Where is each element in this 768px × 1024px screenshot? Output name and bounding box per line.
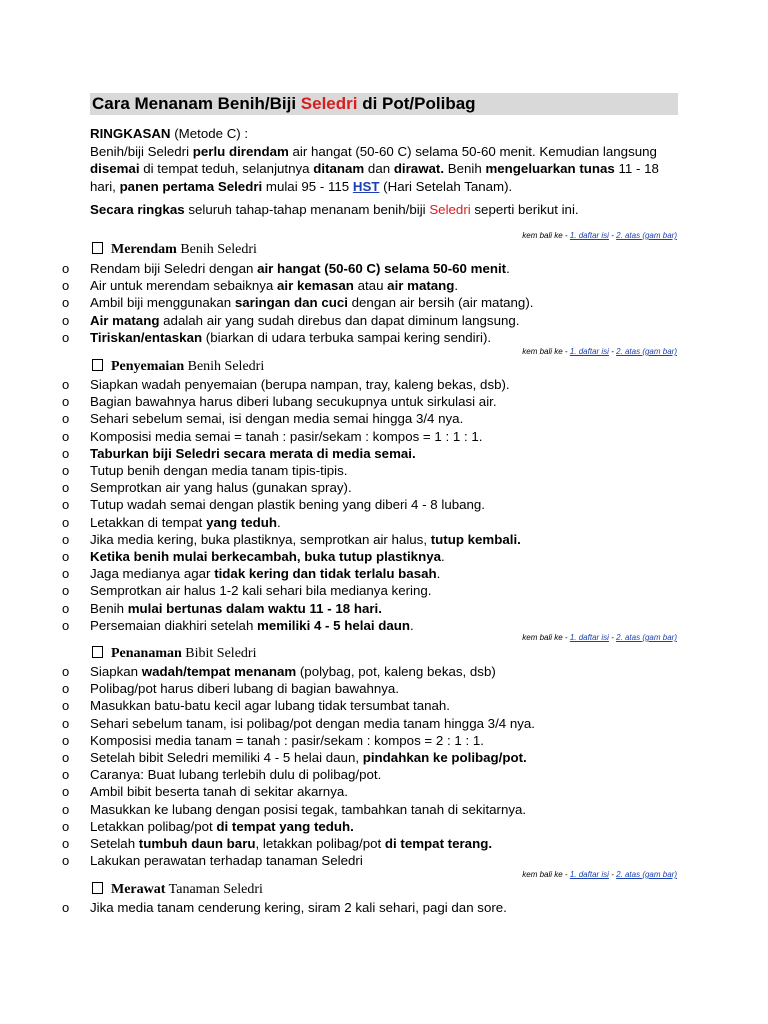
checkbox-icon <box>92 359 103 371</box>
list-item <box>0 766 535 783</box>
nav-sep: - <box>608 633 617 642</box>
list-item-text: Ambil bibit beserta tanah di sekitar akarnya. <box>90 784 348 800</box>
list-item-text: Siapkan wadah penyemaian (berupa nampan, tray, kaleng bekas, dsb). <box>90 377 510 392</box>
bullet-icon: o <box>62 900 70 915</box>
list-item <box>0 277 533 294</box>
list-item-text: Masukkan batu-batu kecil agar lubang tidak tersumbat tanah. <box>90 698 450 714</box>
list-item-text: Tutup benih dengan media tanam tipis-tipis. <box>90 463 348 479</box>
nav-sep: - <box>608 231 617 240</box>
bullet-icon: o <box>62 329 70 345</box>
intro-segment: air hangat (50-60 C) selama 50-60 menit. Kemudian langsung <box>288 143 657 159</box>
bullet-icon: o <box>62 445 70 461</box>
intro-segment: 11 - 18 hari, <box>90 161 659 194</box>
intro-heading: RINGKASAN <box>90 126 171 141</box>
list-item <box>0 548 521 565</box>
list-item-text: Persemaian diakhiri setelah <box>90 617 258 633</box>
list-item <box>0 732 535 749</box>
list-item-text: (biarkan di udara terbuka sampai kering sendiri). <box>202 329 492 345</box>
list-item-text: Caranya: Buat lubang terlebih dulu di polibag/pot. <box>90 767 382 783</box>
list-item-text: di tempat terang. <box>384 836 493 852</box>
list-item <box>0 818 535 835</box>
list-item-text: Jaga medianya agar <box>90 566 215 582</box>
bullet-icon: o <box>62 801 70 817</box>
section-heading-rest: Benih Seledri <box>176 242 257 257</box>
intro-segment: mulai 95 - 115 <box>262 178 353 194</box>
list-item <box>0 835 535 852</box>
list-item <box>0 715 535 732</box>
list-item-text: Jika media kering, buka plastiknya, semprotkan air halus, <box>90 531 431 547</box>
bullet-icon: o <box>62 784 70 800</box>
bullet-icon: o <box>62 600 70 616</box>
bullet-icon: o <box>62 295 70 311</box>
list-item <box>0 531 521 548</box>
list-item-text: . <box>441 549 445 565</box>
list-item-text: Tiriskan/entaskan <box>90 329 203 345</box>
list-item-text: Semprotkan air yang halus (gunakan spray). <box>90 480 352 496</box>
list-item-text: (polybag, pot, kaleng bekas, dsb) <box>296 664 496 679</box>
list-item <box>0 445 521 462</box>
nav-link-top[interactable]: 2. atas (gam bar) <box>616 870 677 879</box>
list-item-text: . <box>436 566 441 582</box>
intro-segment: Benih <box>444 161 486 176</box>
bullet-icon: o <box>62 480 70 496</box>
nav-link-top[interactable]: 2. atas (gam bar) <box>616 347 677 356</box>
page-title <box>92 94 476 114</box>
list-item-text: Siapkan <box>90 664 142 679</box>
list-item-text: . <box>410 617 414 633</box>
bullet-icon: o <box>62 497 70 513</box>
title-highlight: Seledri <box>300 94 358 113</box>
list-item-text: Setelah bibit Seledri memiliki 4 - 5 helai daun, <box>90 750 363 766</box>
list-item-text: wadah/tempat menanam <box>141 664 297 679</box>
nav-link-toc[interactable]: 1. daftar isi <box>569 347 609 356</box>
nav-link-top[interactable]: 2. atas (gam bar) <box>616 633 677 642</box>
section-heading-bold: Penyemaian <box>111 359 185 374</box>
list-item-text: Polibag/pot harus diberi lubang di bagian bawahnya. <box>90 681 400 697</box>
list-item-text: Semprotkan air halus 1-2 kali sehari bila medianya kering. <box>90 583 432 599</box>
list-item <box>0 582 521 599</box>
bullet-icon: o <box>62 836 70 852</box>
bullet-icon: o <box>62 617 70 633</box>
section-heading-rest: Bibit Seledri <box>181 646 257 661</box>
list-item-text: Ambil biji menggunakan <box>90 295 235 311</box>
summary-text: seluruh tahap-tahap menanam benih/biji <box>184 202 430 217</box>
list-item <box>0 294 533 311</box>
bullet-icon: o <box>62 514 70 530</box>
bullet-icon: o <box>62 428 70 444</box>
list-item <box>0 680 535 697</box>
bullet-icon: o <box>62 411 70 427</box>
hst-link[interactable]: HST <box>352 178 380 194</box>
list-item-text: Letakkan di tempat <box>90 514 207 530</box>
list-item <box>0 410 521 427</box>
intro-segment: Benih/biji Seledri <box>90 143 193 159</box>
list-item <box>0 329 533 346</box>
list-item <box>0 852 535 869</box>
intro-body <box>90 143 680 196</box>
steps-list-merawat <box>0 899 507 916</box>
intro-segment: perlu direndam <box>192 143 289 159</box>
bullet-icon: o <box>62 531 70 547</box>
list-item-text: Rendam biji Seledri dengan <box>90 261 258 276</box>
list-item-text: mulai bertunas dalam waktu 11 - 18 hari. <box>127 600 382 616</box>
bullet-icon: o <box>62 566 70 582</box>
section-heading-bold: Penanaman <box>111 646 182 661</box>
checkbox-icon <box>92 242 103 254</box>
steps-list-penyemaian <box>0 376 521 634</box>
list-item <box>0 496 521 513</box>
intro-segment: di tempat teduh, selanjutnya <box>139 161 314 176</box>
bullet-icon: o <box>62 664 70 679</box>
nav-sep: - <box>608 347 617 356</box>
intro-segment: (Hari Setelah Tanam). <box>379 178 513 194</box>
bullet-icon: o <box>62 377 70 392</box>
list-item-text: Jika media tanam cenderung kering, siram 2 kali sehari, pagi dan sore. <box>90 900 507 915</box>
list-item-text: Sehari sebelum semai, isi dengan media semai hingga 3/4 nya. <box>90 411 464 427</box>
back-nav <box>522 633 677 643</box>
intro-segment: dan <box>364 161 394 176</box>
summary-bold: Secara ringkas <box>90 202 185 217</box>
back-nav <box>522 347 677 357</box>
list-item <box>0 600 521 617</box>
list-item-text: tutup kembali. <box>430 531 521 547</box>
section-heading-penanaman <box>92 645 256 662</box>
bullet-icon: o <box>62 715 70 731</box>
bullet-icon: o <box>62 698 70 714</box>
summary-intro <box>90 125 680 195</box>
list-item-text: Lakukan perawatan terhadap tanaman Seledri <box>90 853 363 869</box>
bullet-icon: o <box>62 681 70 697</box>
section-heading-rest: Benih Seledri <box>184 359 265 374</box>
list-item <box>0 260 533 277</box>
list-item-text: atau <box>353 278 388 294</box>
list-item <box>0 783 535 800</box>
bullet-icon: o <box>62 549 70 565</box>
steps-list-penanaman <box>0 663 535 869</box>
list-item-text: air hangat (50-60 C) selama 50-60 menit <box>257 261 507 276</box>
section-heading-penyemaian <box>92 358 264 375</box>
bullet-icon: o <box>62 767 70 783</box>
list-item <box>0 514 521 531</box>
bullet-icon: o <box>62 278 70 294</box>
intro-segment: mengeluarkan tunas <box>485 161 615 176</box>
section-heading-bold: Merawat <box>111 882 166 897</box>
back-nav <box>522 870 677 880</box>
list-item <box>0 376 521 393</box>
intro-segment: ditanam <box>313 161 365 176</box>
list-item <box>0 428 521 445</box>
list-item <box>0 393 521 410</box>
list-item-text: yang teduh <box>206 514 277 530</box>
list-item-text: adalah air yang sudah direbus dan dapat diminum langsung. <box>159 312 520 328</box>
bullet-icon: o <box>62 394 70 410</box>
list-item <box>0 697 535 714</box>
section-heading-bold: Merendam <box>111 242 177 257</box>
nav-link-toc[interactable]: 1. daftar isi <box>569 870 609 879</box>
back-nav <box>522 231 677 241</box>
list-item-text: Bagian bawahnya harus diberi lubang secukupnya untuk sirkulasi air. <box>90 394 497 410</box>
bullet-icon: o <box>62 261 70 276</box>
list-item-text: Air matang <box>90 312 160 328</box>
nav-prefix: kem bali ke - <box>522 633 570 642</box>
summary-line <box>90 201 579 218</box>
list-item <box>0 312 533 329</box>
list-item-text: air kemasan <box>277 278 354 294</box>
intro-segment: panen pertama Seledri <box>119 178 263 194</box>
list-item-text: Letakkan polibag/pot <box>90 818 217 834</box>
list-item-text: di tempat yang teduh. <box>216 818 354 834</box>
checkbox-icon <box>92 882 103 894</box>
intro-segment: dirawat. <box>393 161 445 176</box>
list-item-text: . <box>506 261 510 276</box>
list-item-text: , letakkan polibag/pot <box>255 836 385 852</box>
list-item-text: Benih <box>90 600 128 616</box>
list-item-text: Taburkan biji Seledri secara merata di media semai. <box>90 445 416 461</box>
list-item-text: Masukkan ke lubang dengan posisi tegak, tambahkan tanah di sekitarnya. <box>90 801 527 817</box>
list-item-text: Tutup wadah semai dengan plastik bening yang diberi 4 - 8 lubang. <box>90 497 485 513</box>
intro-method: (Metode C) : <box>170 126 249 141</box>
nav-prefix: kem bali ke - <box>522 347 570 356</box>
nav-link-top[interactable]: 2. atas (gam bar) <box>616 231 677 240</box>
list-item-text: Sehari sebelum tanam, isi polibag/pot dengan media tanam hingga 3/4 nya. <box>90 715 535 731</box>
list-item <box>0 663 535 680</box>
list-item-text: . <box>276 514 281 530</box>
summary-highlight: Seledri <box>429 202 471 217</box>
nav-prefix: kem bali ke - <box>522 870 570 879</box>
bullet-icon: o <box>62 583 70 599</box>
list-item-text: Komposisi media semai = tanah : pasir/sekam : kompos = 1 : 1 : 1. <box>90 428 483 444</box>
list-item <box>0 899 507 916</box>
nav-link-toc[interactable]: 1. daftar isi <box>569 231 609 240</box>
bullet-icon: o <box>62 732 70 748</box>
summary-text: seperti berikut ini. <box>470 202 579 217</box>
list-item <box>0 801 535 818</box>
title-part: Cara Menanam Benih/Biji <box>92 94 301 113</box>
bullet-icon: o <box>62 312 70 328</box>
checkbox-icon <box>92 646 103 658</box>
list-item-text: pindahkan ke polibag/pot. <box>362 750 527 766</box>
list-item-text: tidak kering dan tidak terlalu basah <box>214 566 437 582</box>
list-item-text: Ketika benih mulai berkecambah, buka tutup plastiknya <box>90 549 441 565</box>
section-heading-merendam <box>92 241 257 258</box>
list-item-text: . <box>454 278 459 294</box>
bullet-icon: o <box>62 750 70 766</box>
list-item <box>0 617 521 634</box>
list-item <box>0 565 521 582</box>
list-item <box>0 749 535 766</box>
list-item-text: dengan air bersih (air matang). <box>347 295 534 311</box>
intro-segment: disemai <box>90 161 140 176</box>
list-item-text: memiliki 4 - 5 helai daun <box>257 617 411 633</box>
nav-prefix: kem bali ke - <box>522 231 570 240</box>
list-item-text: air matang <box>387 278 455 294</box>
list-item-text: Setelah <box>90 836 139 852</box>
nav-link-toc[interactable]: 1. daftar isi <box>569 633 609 642</box>
list-item-text: Komposisi media tanam = tanah : pasir/sekam : kompos = 2 : 1 : 1. <box>90 732 484 748</box>
steps-list-merendam <box>0 260 533 346</box>
section-heading-merawat <box>92 881 263 898</box>
bullet-icon: o <box>62 818 70 834</box>
title-part: di Pot/Polibag <box>357 94 476 113</box>
bullet-icon: o <box>62 853 70 869</box>
list-item-text: saringan dan cuci <box>234 295 348 311</box>
section-heading-rest: Tanaman Seledri <box>165 882 263 897</box>
list-item-text: tumbuh daun baru <box>138 836 256 852</box>
list-item-text: Air untuk merendam sebaiknya <box>90 278 277 294</box>
list-item <box>0 479 521 496</box>
nav-sep: - <box>608 870 617 879</box>
bullet-icon: o <box>62 463 70 479</box>
list-item <box>0 462 521 479</box>
